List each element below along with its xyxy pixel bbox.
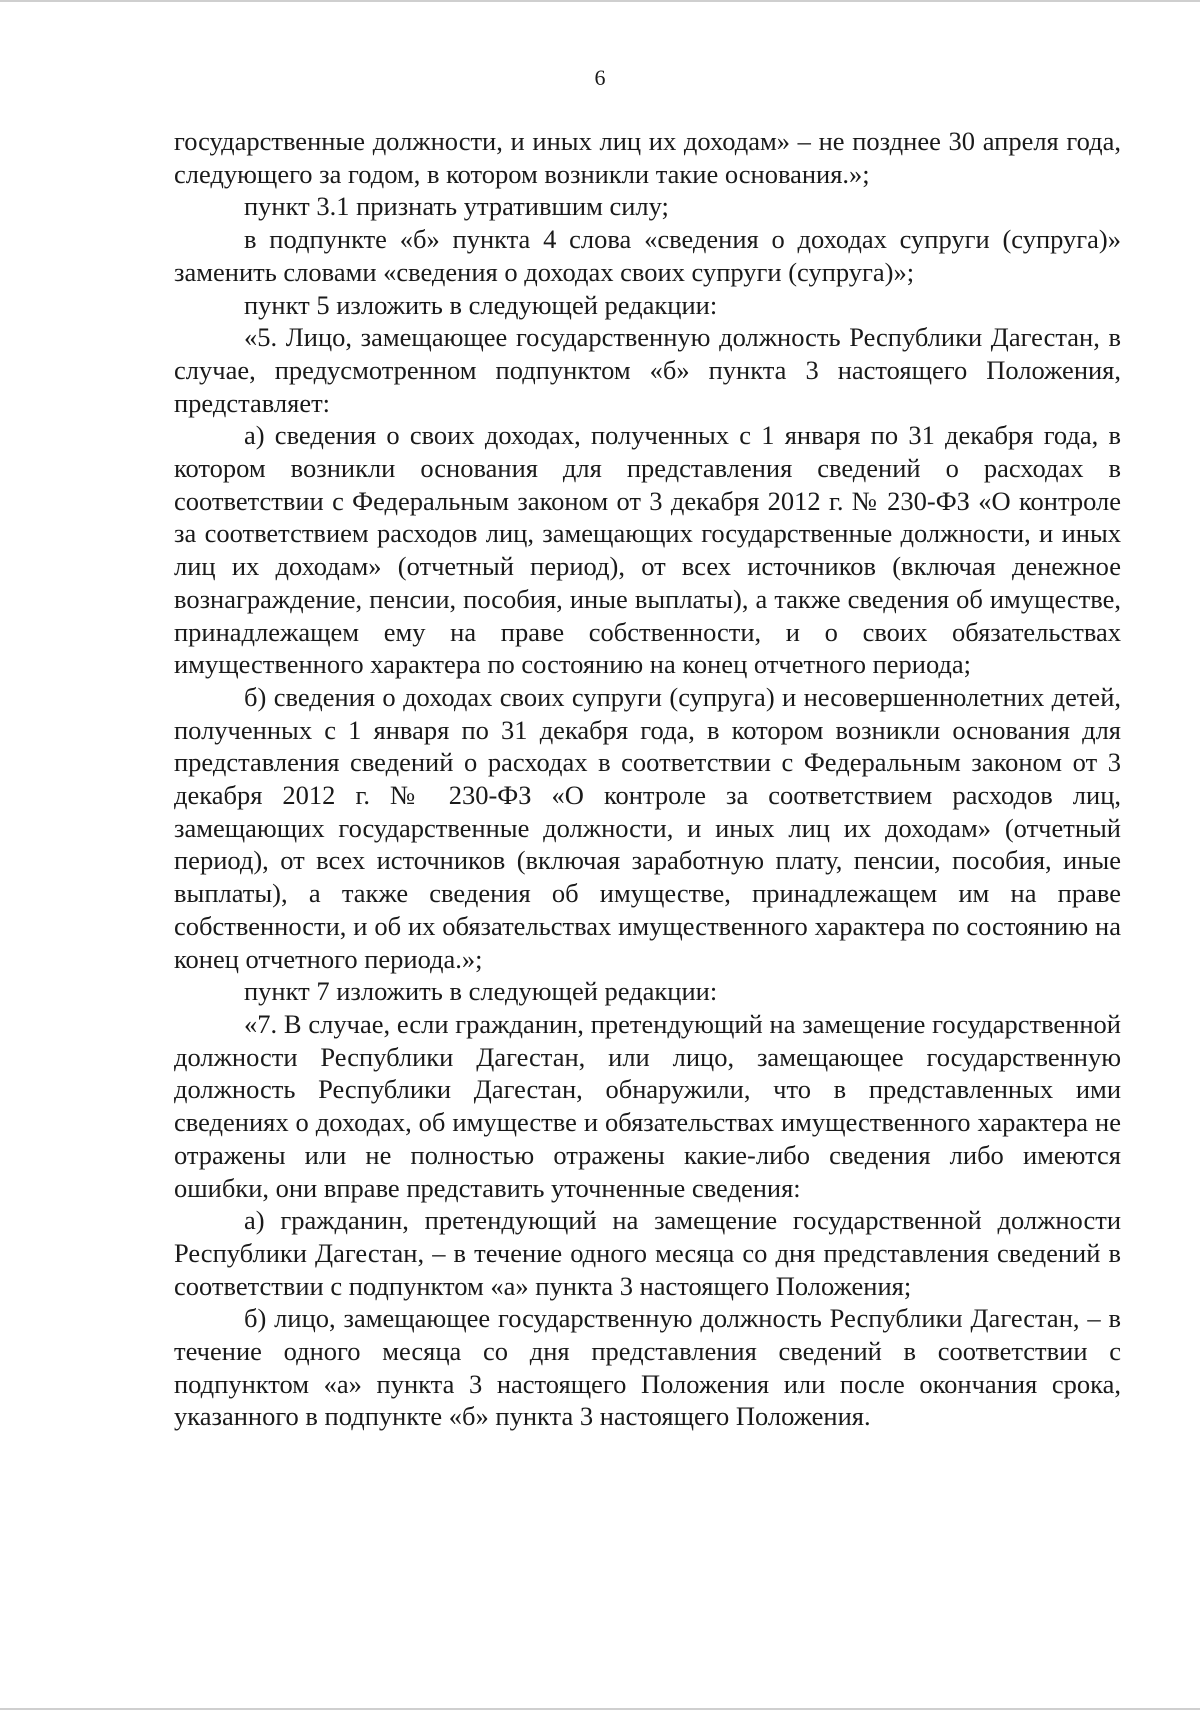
paragraph-item-7-a: а) гражданин, претендующий на замещение государственной должности Республики Дагестан, – в течение одного месяца со дня представления сведений в соответствии с подпунктом «а» пункта 3 настоящего Положения; xyxy=(174,1205,1121,1301)
paragraph-item-3-1: пункт 3.1 признать утратившим силу; xyxy=(244,191,669,222)
page-number: 6 xyxy=(594,65,606,90)
paragraph-item-5-a: а) сведения о своих доходах, полученных с 1 января по 31 декабря года, в котором возникли основания для представления сведений о расходах в соответствии с Федеральным законом от 3 декабря 2012 г. № 230-ФЗ «О контроле за соответствием расходов лиц, замещающих государственные должности, и иных лиц их доходам» (отчетный период), от всех источников (включая денежное вознаграждение, пенсии, пособия, иные выплаты), а также сведения об имуществе, принадлежащем ему на праве собственности, и о своих обязательствах имущественного характера по состоянию на конец отчетного периода; xyxy=(174,420,1121,680)
paragraph-item-4-b: в подпункте «б» пункта 4 слова «сведения о доходах супруги (супруга)» заменить словами «сведения о доходах своих супруги (супруга)»; xyxy=(174,224,1121,287)
paragraph-item-7-text: «7. В случае, если гражданин, претендующий на замещение государственной должности Республики Дагестан, или лицо, замещающее государственную должность Республики Дагестан, обнаружили, что в представленных ими сведениях о доходах, об имуществе и обязательствах имущественного характера не отражены или не полностью отражены какие-либо сведения либо имеются ошибки, они вправе представить уточненные сведения: xyxy=(174,1008,1121,1203)
paragraph-item-7-b: б) лицо, замещающее государственную должность Республики Дагестан, – в течение одного месяца со дня представления сведений в соответствии с подпунктом «а» пункта 3 настоящего Положения или после окончания срока, указанного в подпункте «б» пункта 3 настоящего Положения. xyxy=(174,1303,1121,1432)
paragraph-item-5-text: «5. Лицо, замещающее государственную должность Республики Дагестан, в случае, предусмотренном подпунктом «б» пункта 3 настоящего Положения, представляет: xyxy=(174,322,1121,418)
paragraph-continuation: государственные должности, и иных лиц их доходам» – не позднее 30 апреля года, следующего за годом, в котором возникли такие основания.»; xyxy=(174,126,1121,189)
paragraph-item-7-intro: пункт 7 изложить в следующей редакции: xyxy=(244,976,718,1007)
paragraph-item-5-b: б) сведения о доходах своих супруги (супруга) и несовершеннолетних детей, полученных с 1 января по 31 декабря года, в котором возникли основания для представления сведений о расходах в соответствии с Федеральным законом от 3 декабря 2012 г. № 230-ФЗ «О контроле за соответствием расходов лиц, замещающих государственные должности, и иных лиц их доходам» (отчетный период), от всех источников (включая заработную плату, пенсии, пособия, иные выплаты), а также сведения об имуществе, принадлежащем им на праве собственности, и об их обязательствах имущественного характера по состоянию на конец отчетного периода.»; xyxy=(174,681,1121,974)
document-body xyxy=(174,125,1121,1433)
scan-edge-top xyxy=(0,0,1200,2)
paragraph-item-5-intro: пункт 5 изложить в следующей редакции: xyxy=(244,289,718,320)
scan-edge-bottom xyxy=(0,1708,1200,1710)
